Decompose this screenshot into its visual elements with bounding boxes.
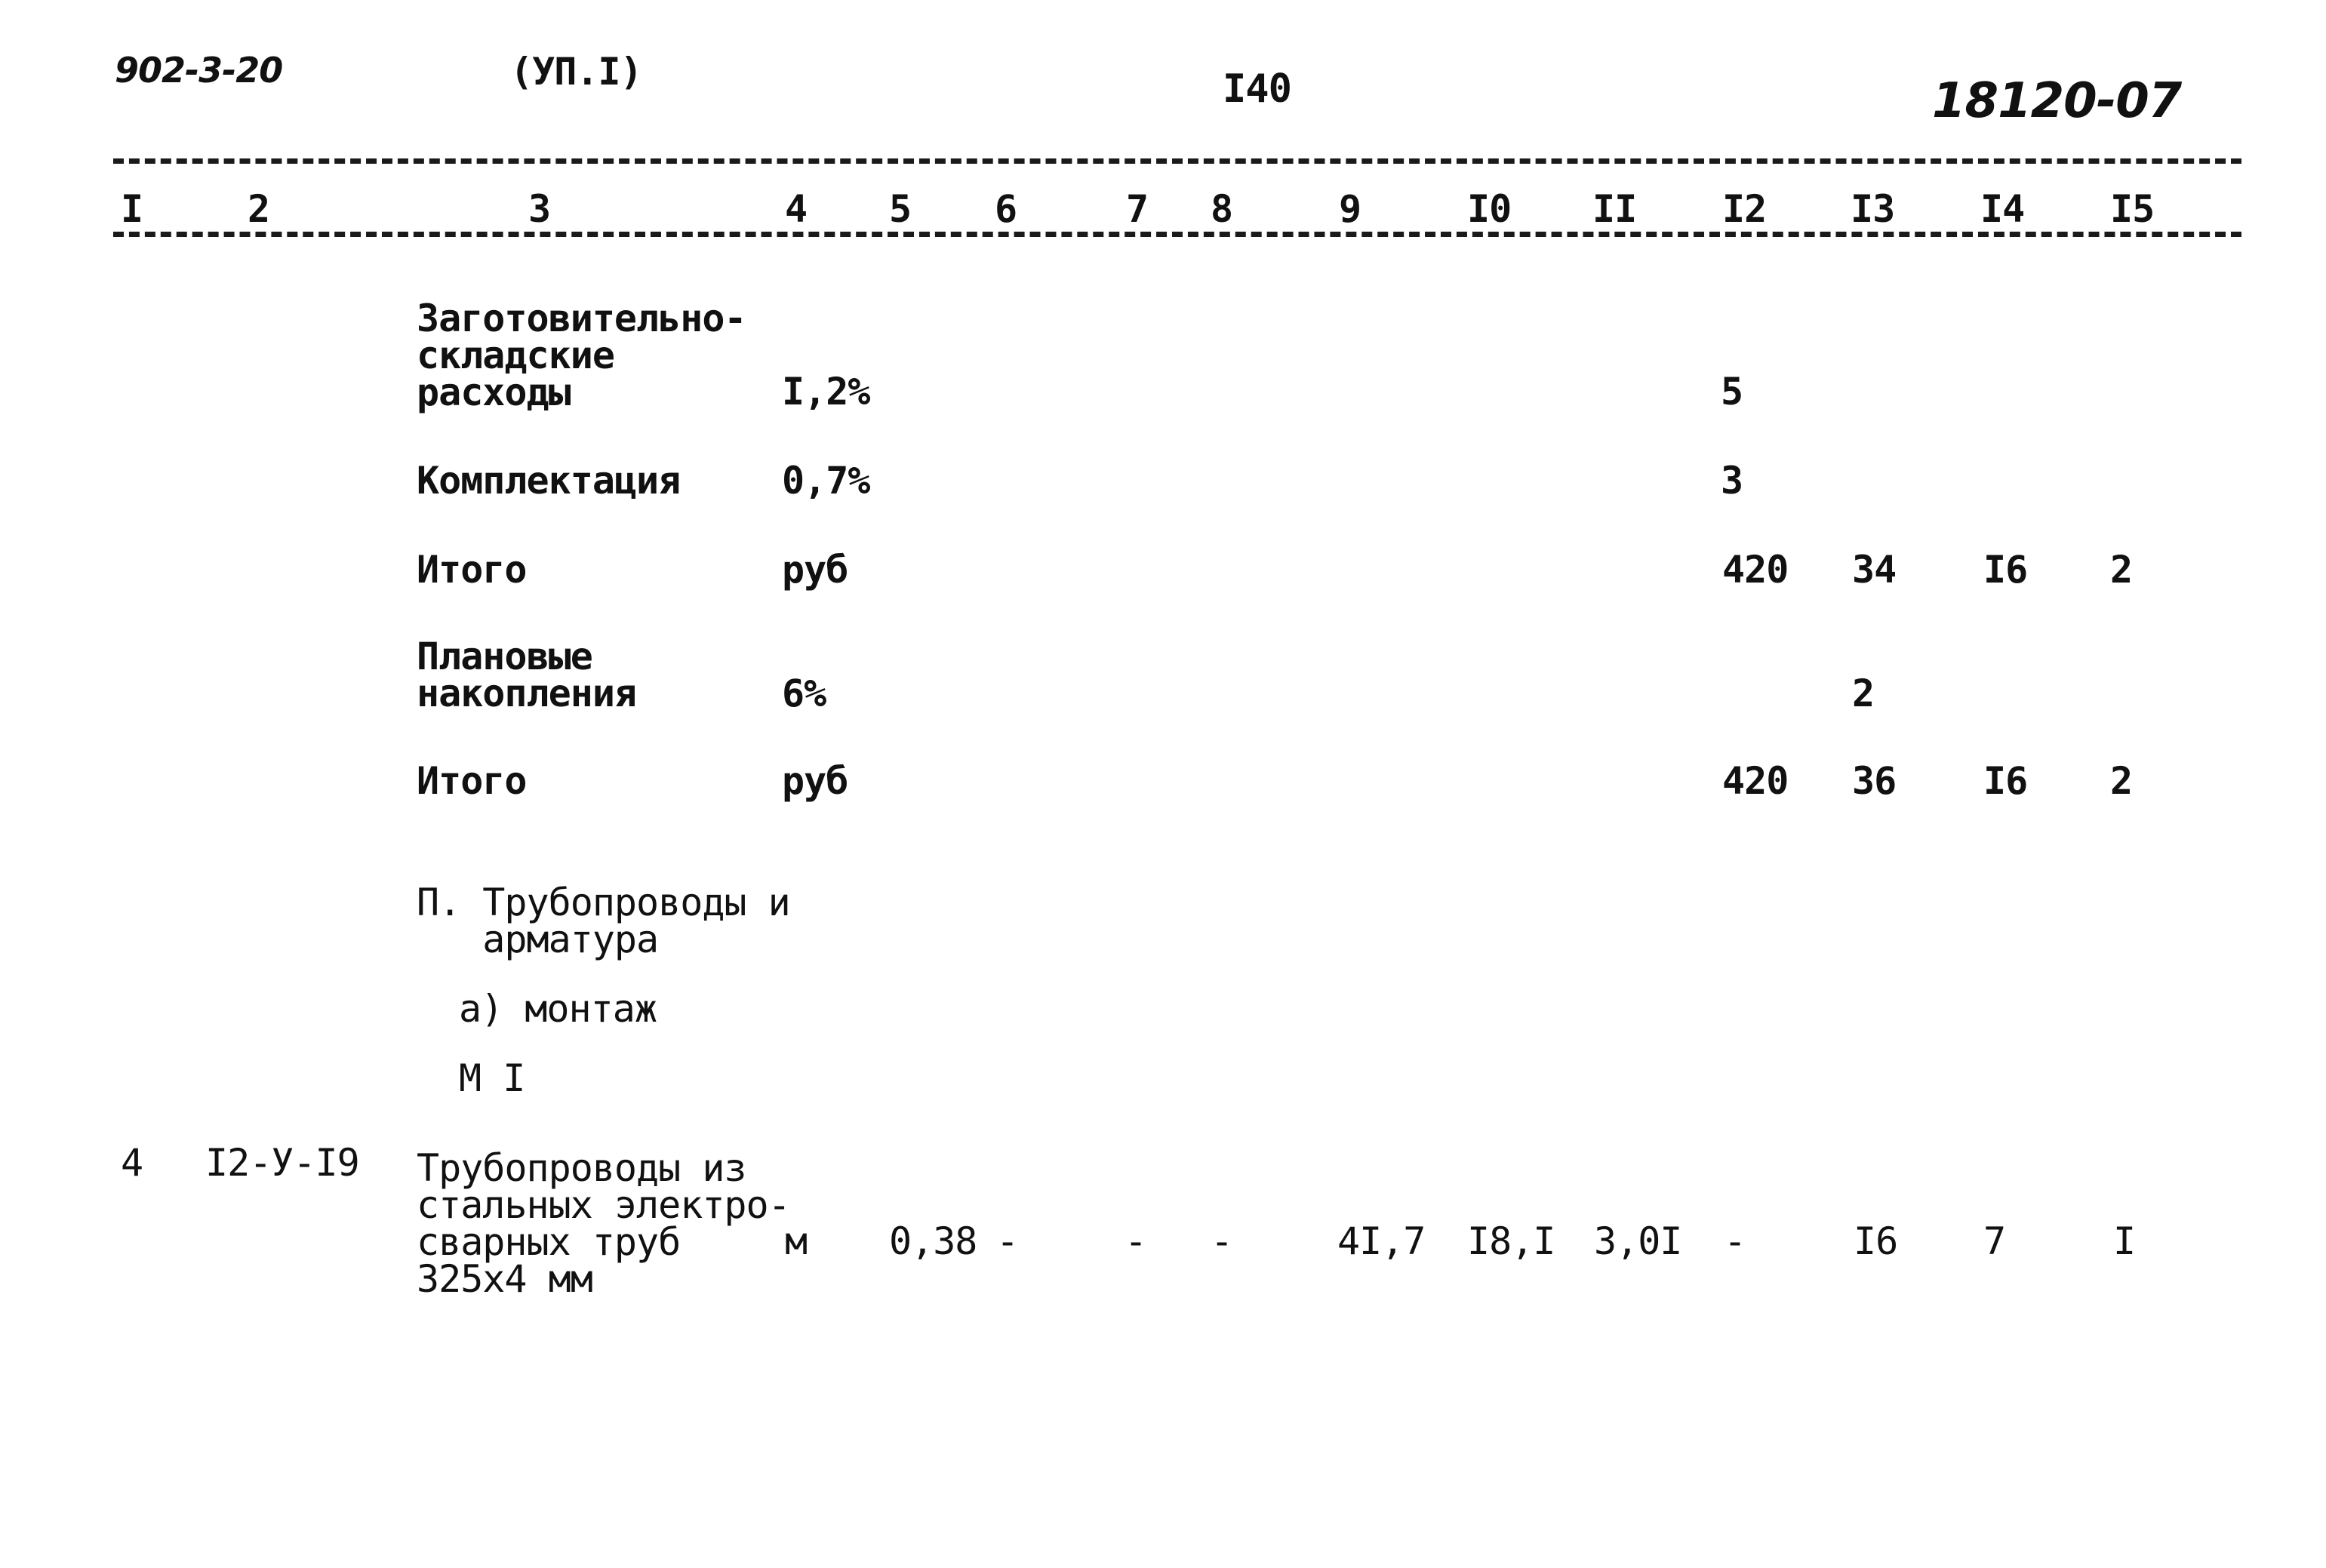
col-header-6: 6	[995, 187, 1017, 231]
col-header-7: 7	[1126, 187, 1149, 231]
row-1-name: Заготовительно- складские расходы	[417, 297, 746, 414]
col-header-11: II	[1592, 187, 1637, 231]
header-bottom-rule	[113, 232, 2241, 237]
row-3-unit: руб	[782, 548, 848, 592]
col-header-12: I2	[1722, 187, 1767, 231]
row-5-col13: 36	[1852, 759, 1897, 803]
row-5-col12: 420	[1722, 759, 1789, 803]
row-4-unit: 6%	[782, 672, 826, 715]
col-header-9: 9	[1339, 187, 1361, 231]
album-label: (УП.I)	[510, 50, 642, 94]
col-header-1: I	[121, 187, 143, 231]
col-header-3: 3	[528, 187, 551, 231]
item-4-code: I2-У-I9	[205, 1141, 359, 1185]
row-5-name: Итого	[417, 759, 527, 803]
item-4-col8: -	[1211, 1219, 1233, 1263]
row-3-col12: 420	[1722, 548, 1789, 592]
row-2-col12: 3	[1721, 459, 1743, 503]
item-4-col13: I6	[1854, 1219, 1898, 1263]
item-4-number: 4	[121, 1141, 143, 1185]
col-header-4: 4	[785, 187, 808, 231]
item-4-col15: I	[2113, 1219, 2136, 1263]
row-3-col15: 2	[2110, 548, 2133, 592]
row-2-unit: 0,7%	[782, 459, 870, 503]
row-3-col13: 34	[1852, 548, 1897, 592]
item-4-col9: 4I,7	[1337, 1219, 1426, 1263]
col-header-15: I5	[2110, 187, 2155, 231]
item-4-col10: I8,I	[1467, 1219, 1555, 1263]
item-4-col6: -	[996, 1219, 1019, 1263]
section-mark: М I	[459, 1056, 525, 1100]
row-4-col13: 2	[1852, 672, 1875, 715]
row-5-col15: 2	[2110, 759, 2133, 803]
row-5-unit: руб	[782, 759, 848, 803]
col-header-10: I0	[1467, 187, 1512, 231]
row-1-col12: 5	[1721, 370, 1743, 414]
section-title: П. Трубопроводы и арматура	[417, 881, 790, 961]
row-3-name: Итого	[417, 548, 527, 592]
col-header-13: I3	[1851, 187, 1895, 231]
col-header-14: I4	[1980, 187, 2025, 231]
doc-code: 902-3-20	[115, 50, 283, 91]
col-header-8: 8	[1211, 187, 1233, 231]
item-4-col11: 3,0I	[1594, 1219, 1682, 1263]
project-number: 18120-07	[1932, 73, 2182, 129]
item-4-col14: 7	[1983, 1219, 2006, 1263]
item-4-col12: -	[1724, 1219, 1746, 1263]
section-subtitle: а) монтаж	[459, 987, 657, 1031]
item-4-quantity: 0,38	[889, 1219, 977, 1263]
page-number: I40	[1223, 66, 1291, 112]
col-header-2: 2	[248, 187, 270, 231]
row-4-name: Плановые накопления	[417, 635, 637, 715]
row-2-name: Комплектация	[417, 459, 681, 503]
item-4-col7: -	[1125, 1219, 1147, 1263]
header-top-rule	[113, 158, 2241, 164]
item-4-name: Трубопроводы из стальных электро- сварных труб 325х4 мм	[417, 1146, 790, 1301]
row-1-unit: I,2%	[782, 370, 870, 414]
item-4-unit: м	[785, 1219, 808, 1263]
row-5-col14: I6	[1983, 759, 2028, 803]
col-header-5: 5	[889, 187, 912, 231]
row-3-col14: I6	[1983, 548, 2028, 592]
